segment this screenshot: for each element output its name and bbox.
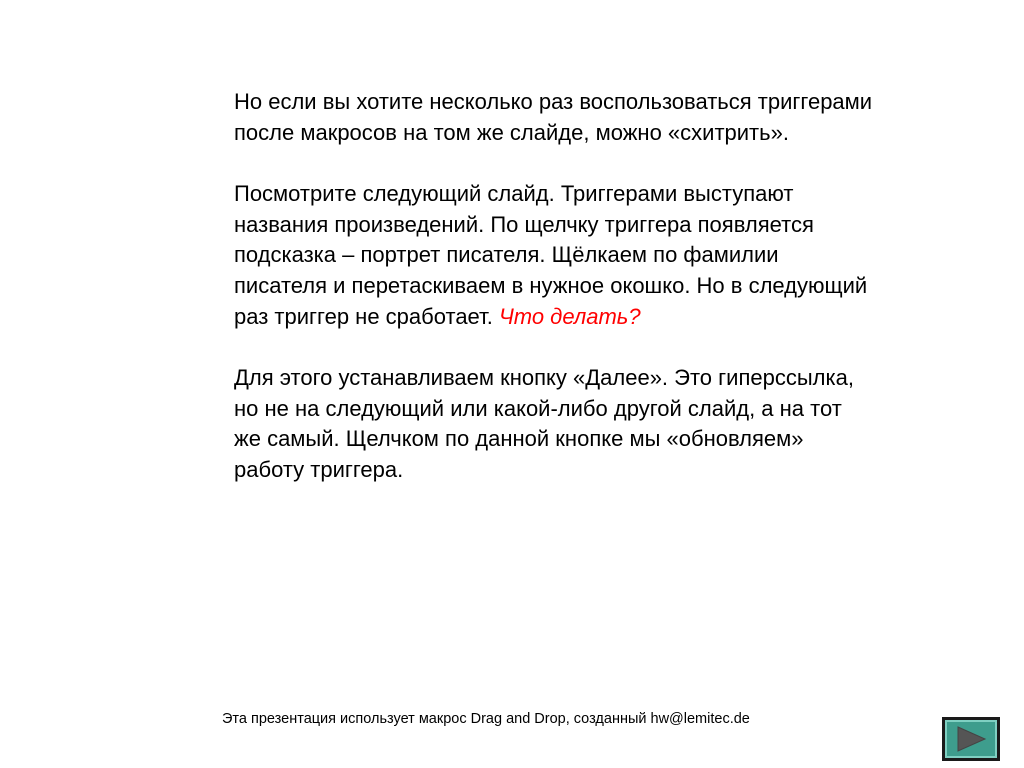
paragraph-2 [234,179,874,332]
play-triangle-icon [954,725,988,753]
highlight-question: Что делать? [498,303,641,329]
next-button[interactable] [942,717,1000,761]
paragraph-3: Для этого устанавливаем кнопку «Далее». Это гиперссылка, но не на следующий или какой-либо другой слайд, а на тот же самый. Щелчком по данной кнопке мы «обновляем» работу триггера. [234,365,854,482]
slide-body-text [234,87,874,517]
next-button-face[interactable] [945,720,997,758]
paragraph-2-text: Посмотрите следующий слайд. Триггерами выступают названия произведений. По щелчку триггера появляется подсказка – портрет писателя. Щёлкаем по фамилии писателя и перетаскиваем в нужное окошко. Но в следующий раз триггер не сработает. [234,181,868,329]
footer-note: Эта презентация использует макрос Drag and Drop, созданный hw@lemitec.de [222,711,750,727]
paragraph-1: Но если вы хотите несколько раз воспользоваться триггерами после макросов на том же слайде, можно «схитрить». [234,89,873,145]
